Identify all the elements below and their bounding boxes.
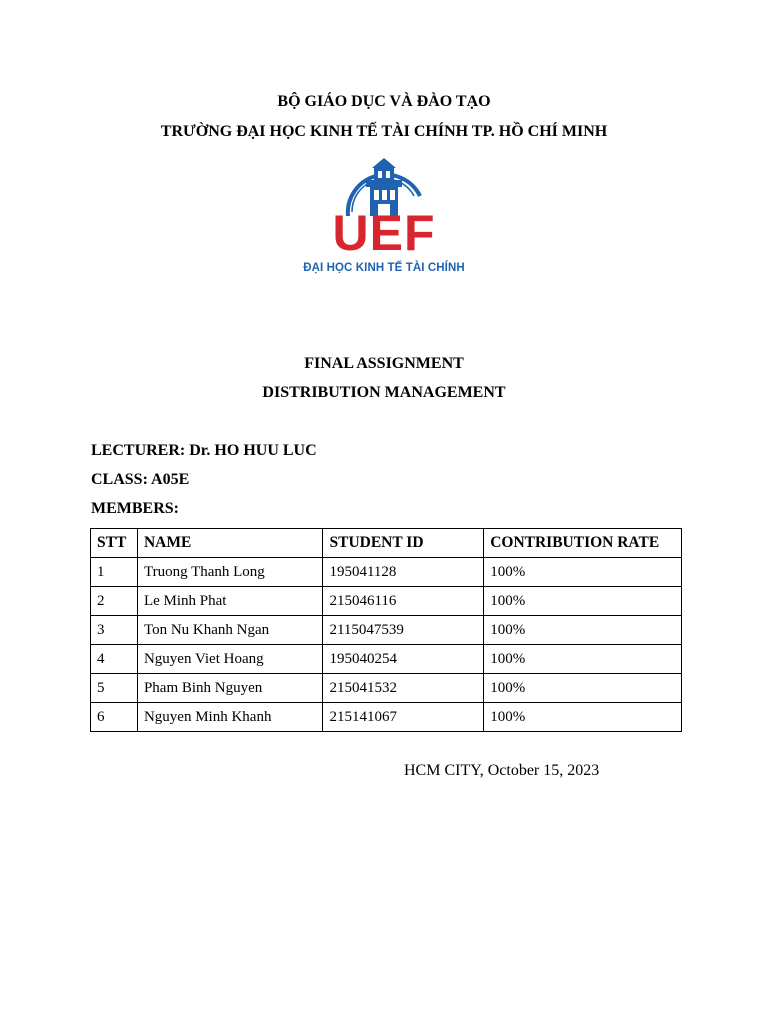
table-row <box>91 616 682 645</box>
table-header-row <box>91 529 682 558</box>
logo-wordmark: UEF <box>332 205 436 261</box>
cell-name: Nguyen Minh Khanh <box>137 703 323 732</box>
cell-stt: 3 <box>91 616 138 645</box>
table-row <box>91 703 682 732</box>
submission-date: HCM CITY, October 15, 2023 <box>404 762 600 779</box>
header-name: NAME <box>137 529 323 558</box>
cell-name: Ton Nu Khanh Ngan <box>137 616 323 645</box>
table-row <box>91 558 682 587</box>
cell-student-id: 2115047539 <box>323 616 484 645</box>
assignment-title: FINAL ASSIGNMENT <box>304 355 464 372</box>
header-student-id: STUDENT ID <box>323 529 484 558</box>
cell-contribution: 100% <box>484 703 682 732</box>
cell-stt: 2 <box>91 587 138 616</box>
cell-student-id: 215046116 <box>323 587 484 616</box>
cell-name: Truong Thanh Long <box>137 558 323 587</box>
header-stt: STT <box>91 529 138 558</box>
cell-name: Le Minh Phat <box>137 587 323 616</box>
cell-contribution: 100% <box>484 558 682 587</box>
cell-contribution: 100% <box>484 616 682 645</box>
cell-stt: 1 <box>91 558 138 587</box>
cell-name: Pham Binh Nguyen <box>137 674 323 703</box>
cell-student-id: 195040254 <box>323 645 484 674</box>
members-label: MEMBERS: <box>91 500 179 517</box>
uef-logo <box>296 156 472 286</box>
logo-subtitle: ĐẠI HỌC KINH TẾ TÀI CHÍNH <box>303 262 465 274</box>
cell-contribution: 100% <box>484 587 682 616</box>
cell-student-id: 215041532 <box>323 674 484 703</box>
cell-student-id: 215141067 <box>323 703 484 732</box>
cell-contribution: 100% <box>484 674 682 703</box>
lecturer-line: LECTURER: Dr. HO HUU LUC <box>91 442 317 459</box>
members-table <box>90 528 682 732</box>
cell-name: Nguyen Viet Hoang <box>137 645 323 674</box>
cell-contribution: 100% <box>484 645 682 674</box>
table-row <box>91 674 682 703</box>
university-heading: TRƯỜNG ĐẠI HỌC KINH TẾ TÀI CHÍNH TP. HỒ CHÍ MINH <box>160 123 608 140</box>
table-row <box>91 587 682 616</box>
ministry-heading: BỘ GIÁO DỤC VÀ ĐÀO TẠO <box>277 93 491 110</box>
table-row <box>91 645 682 674</box>
cell-stt: 6 <box>91 703 138 732</box>
course-title: DISTRIBUTION MANAGEMENT <box>262 384 506 401</box>
header-contribution-rate: CONTRIBUTION RATE <box>484 529 682 558</box>
cell-student-id: 195041128 <box>323 558 484 587</box>
class-line: CLASS: A05E <box>91 471 190 488</box>
cell-stt: 5 <box>91 674 138 703</box>
cell-stt: 4 <box>91 645 138 674</box>
